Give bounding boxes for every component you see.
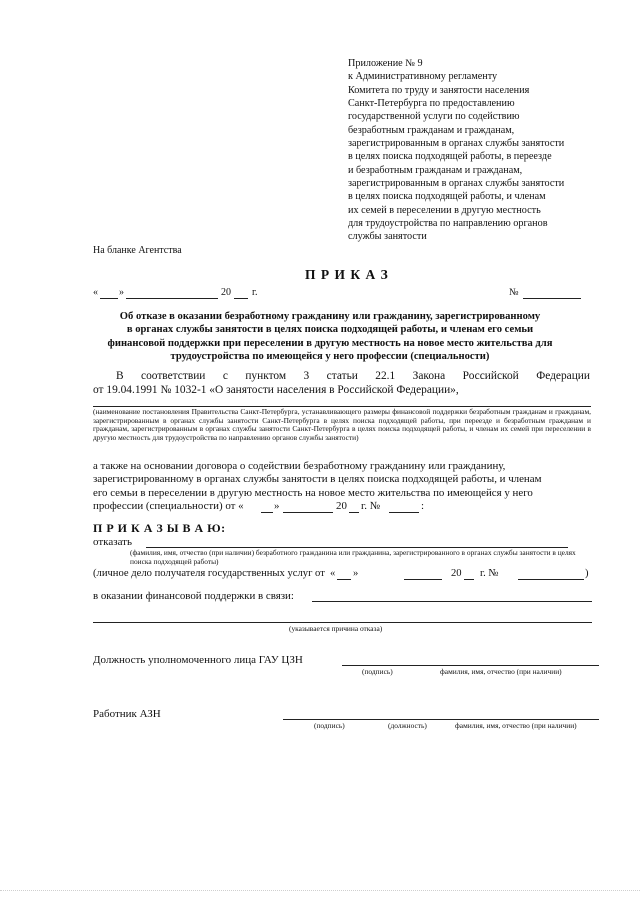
scan-edge-divider bbox=[0, 890, 640, 891]
order-heading bbox=[80, 310, 580, 363]
official-signature-caption: (подпись) bbox=[362, 667, 393, 676]
day-blank[interactable] bbox=[100, 298, 118, 299]
contract-line-4-start: профессии (специальности) от « bbox=[93, 500, 244, 512]
appendix-line: в целях поиска подходящей работы, и членам bbox=[348, 191, 546, 203]
personal-file-close-paren: ) bbox=[585, 568, 589, 579]
personal-file-label: (личное дело получателя государственных услуг от bbox=[93, 568, 325, 579]
order-number-blank[interactable] bbox=[523, 298, 581, 299]
year-blank[interactable] bbox=[234, 298, 248, 299]
contract-number-label: г. № bbox=[361, 500, 381, 512]
basis-word: соответствии bbox=[141, 370, 206, 382]
heading-line: финансовой поддержки при переселении в другую местность на новое место жительства для bbox=[107, 337, 553, 349]
basis-line-1 bbox=[116, 370, 590, 384]
worker-signature-caption: (подпись) bbox=[314, 721, 345, 730]
contract-line-end: : bbox=[421, 500, 425, 512]
order-number-label: № bbox=[509, 287, 519, 298]
official-name-caption: фамилия, имя, отчество (при наличии) bbox=[440, 667, 562, 676]
personal-file-number-label: г. № bbox=[480, 568, 499, 579]
contract-paragraph bbox=[93, 460, 591, 500]
appendix-line: зарегистрированным в органах службы занятости bbox=[348, 138, 565, 150]
worker-signature-line[interactable] bbox=[283, 719, 599, 720]
contract-year-blank[interactable] bbox=[349, 512, 359, 513]
personal-file-year-blank[interactable] bbox=[464, 579, 474, 580]
personal-file-close-quote: » bbox=[353, 568, 359, 579]
basis-word: 22.1 bbox=[375, 370, 396, 382]
basis-word: Российской bbox=[462, 370, 519, 382]
appendix-line: для трудоустройства по направлению органов bbox=[348, 218, 548, 230]
appendix-line: в целях поиска подходящей работы, в переезде bbox=[348, 151, 552, 163]
basis-word: 3 bbox=[303, 370, 310, 382]
appendix-line: зарегистрированным в органах службы занятости bbox=[348, 178, 565, 190]
letterhead-note: На бланке Агентства bbox=[93, 245, 182, 256]
resolution-caption: (наименование постановления Правительства Санкт-Петербурга, устанавливающего размеры финансовой поддержки безработным гражданам и гражданам, зарегистрированным в органах службы занятости Санкт-Петербурга в целях поиска подходящей работы, при переезде и безработным гражданам и гражданам, зарегистрированным в органах службы занятости Санкт-Петербурга в целях поиска подходящей работы, и членам их семей при переселении в другую местность для трудоустройства по направлению органов службы занятости) bbox=[93, 407, 591, 442]
appendix-line: безработным гражданам и гражданам, bbox=[348, 124, 515, 136]
appendix-line: их семей в переселении в другую местность bbox=[348, 204, 541, 216]
appendix-line: Комитета по труду и занятости населения bbox=[348, 84, 530, 96]
personal-file-day-blank[interactable] bbox=[337, 579, 351, 580]
basis-word: В bbox=[116, 370, 124, 382]
appendix-line: Приложение № 9 bbox=[348, 58, 423, 69]
basis-word: с bbox=[222, 370, 228, 382]
month-blank[interactable] bbox=[126, 298, 218, 299]
appendix-line: и безработным гражданам и гражданам, bbox=[348, 164, 523, 176]
basis-word: статьи bbox=[326, 370, 358, 382]
year-prefix: 20 bbox=[221, 287, 231, 298]
contract-line: а также на основании договора о содействии безработному гражданину или гражданину, bbox=[93, 460, 506, 472]
support-label: в оказании финансовой поддержки в связи: bbox=[93, 590, 294, 602]
basis-word: Федерации bbox=[536, 370, 590, 382]
official-position-label: Должность уполномоченного лица ГАУ ЦЗН bbox=[93, 654, 303, 666]
date-close-quote: » bbox=[119, 287, 124, 298]
personal-file-number-blank[interactable] bbox=[518, 579, 584, 580]
contract-line: зарегистрированному в органах службы занятости в целях поиска подходящей работы, и членам bbox=[93, 473, 542, 486]
heading-line: трудоустройства по имеющейся у него профессии (специальности) bbox=[170, 350, 490, 362]
heading-line: Об отказе в оказании безработному гражданину или гражданину, зарегистрированному bbox=[119, 311, 541, 322]
worker-label: Работник АЗН bbox=[93, 708, 161, 720]
worker-position-caption: (должность) bbox=[388, 721, 427, 730]
refusal-reason-caption: (указывается причина отказа) bbox=[289, 624, 383, 633]
document-title: П Р И К А З bbox=[305, 267, 389, 282]
contract-close-quote: » bbox=[274, 500, 280, 512]
date-open-quote: « bbox=[93, 287, 98, 298]
contract-number-blank[interactable] bbox=[389, 512, 419, 513]
contract-line: его семьи в переселении в другую местность на новое место жительства по имеющейся у него bbox=[93, 486, 533, 499]
support-reason-blank[interactable] bbox=[312, 601, 592, 602]
basis-line-2: от 19.04.1991 № 1032-1 «О занятости населения в Российской Федерации», bbox=[93, 384, 459, 396]
appendix-line: Санкт-Петербурга по предоставлению bbox=[348, 98, 515, 110]
personal-file-open-quote: « bbox=[330, 568, 336, 579]
basis-word: Закона bbox=[412, 370, 446, 382]
heading-line: в органах службы занятости в целях поиска подходящей работы, и членам его семьи bbox=[126, 324, 534, 336]
personal-file-year-prefix: 20 bbox=[451, 568, 462, 579]
citizen-name-caption: (фамилия, имя, отчество (при наличии) безработного гражданина или гражданина, зарегистрированного в органах службы занятости в целях поиска подходящей работы) bbox=[130, 548, 576, 566]
contract-day-blank[interactable] bbox=[261, 512, 273, 513]
basis-word: пунктом bbox=[245, 370, 287, 382]
appendix-line: государственной услуги по содействию bbox=[348, 111, 520, 123]
contract-year-prefix: 20 bbox=[336, 500, 347, 512]
year-suffix: г. bbox=[252, 287, 258, 298]
appendix-line: к Административному регламенту bbox=[348, 71, 498, 83]
worker-name-caption: фамилия, имя, отчество (при наличии) bbox=[455, 721, 577, 730]
refuse-label: отказать bbox=[93, 536, 132, 548]
appendix-line: службы занятости bbox=[348, 231, 427, 243]
refusal-reason-blank[interactable] bbox=[93, 622, 592, 623]
official-signature-line[interactable] bbox=[342, 665, 599, 666]
contract-month-blank[interactable] bbox=[283, 512, 333, 513]
personal-file-month-blank[interactable] bbox=[404, 579, 442, 580]
order-heading-prikazyvayu: П Р И К А З Ы В А Ю: bbox=[93, 521, 226, 535]
appendix-block bbox=[348, 57, 618, 244]
